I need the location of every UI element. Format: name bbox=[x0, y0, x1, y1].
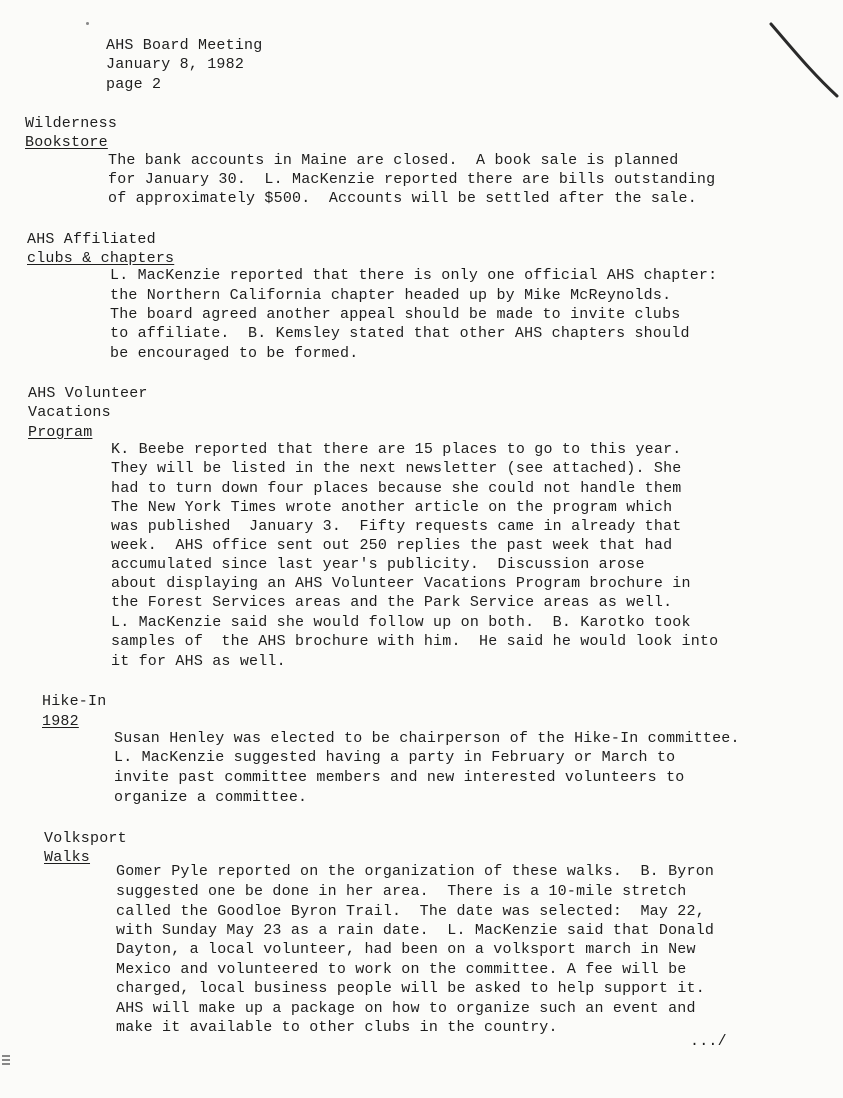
paragraph-line: make it available to other clubs in the country. bbox=[116, 1019, 558, 1036]
paragraph-line: AHS will make up a package on how to organize such an event and bbox=[116, 1000, 696, 1017]
header-date: January 8, 1982 bbox=[106, 56, 245, 73]
paragraph-line: was published January 3. Fifty requests came in already that bbox=[111, 518, 682, 535]
heading-line: Wilderness bbox=[25, 115, 118, 132]
paragraph-line: week. AHS office sent out 250 replies the past week that had bbox=[111, 537, 673, 554]
paragraph-line: called the Goodloe Byron Trail. The date was selected: May 22, bbox=[116, 903, 705, 920]
paragraph-line: of approximately $500. Accounts will be settled after the sale. bbox=[108, 190, 697, 207]
paragraph-line: the Northern California chapter headed up by Mike McReynolds. bbox=[110, 287, 672, 304]
paragraph-line: Dayton, a local volunteer, had been on a volksport march in New bbox=[116, 941, 696, 958]
paragraph-line: Susan Henley was elected to be chairperson of the Hike-In committee. bbox=[114, 730, 740, 747]
paragraph-line: with Sunday May 23 as a rain date. L. MacKenzie said that Donald bbox=[116, 922, 715, 939]
paragraph-line: be encouraged to be formed. bbox=[110, 345, 359, 362]
paragraph-line: suggested one be done in her area. There is a 10-mile stretch bbox=[116, 883, 687, 900]
paragraph-line: accumulated since last year's publicity. Discussion arose bbox=[111, 556, 645, 573]
paragraph-line: charged, local business people will be asked to help support it. bbox=[116, 980, 705, 997]
paragraph-line: for January 30. L. MacKenzie reported there are bills outstanding bbox=[108, 171, 716, 188]
paragraph-line: it for AHS as well. bbox=[111, 653, 286, 670]
heading-line: clubs & chapters bbox=[27, 250, 175, 267]
paragraph-line: The bank accounts in Maine are closed. A book sale is planned bbox=[108, 152, 679, 169]
heading-line: Volksport bbox=[44, 830, 127, 847]
paragraph-line: had to turn down four places because she could not handle them bbox=[111, 480, 682, 497]
header-page: page 2 bbox=[106, 76, 162, 93]
heading-line: Program bbox=[28, 424, 93, 441]
paragraph-line: The board agreed another appeal should be made to invite clubs bbox=[110, 306, 681, 323]
paragraph-line: invite past committee members and new interested volunteers to bbox=[114, 769, 685, 786]
heading-line: Walks bbox=[44, 849, 91, 866]
paragraph-line: samples of the AHS brochure with him. He said he would look into bbox=[111, 633, 719, 650]
edge-mark bbox=[2, 1053, 10, 1067]
paragraph-line: L. MacKenzie suggested having a party in February or March to bbox=[114, 749, 676, 766]
header-title: AHS Board Meeting bbox=[106, 37, 263, 54]
paragraph-line: Gomer Pyle reported on the organization of these walks. B. Byron bbox=[116, 863, 715, 880]
paragraph-line: L. MacKenzie reported that there is only one official AHS chapter: bbox=[110, 267, 718, 284]
corner-pen-mark bbox=[761, 22, 841, 102]
stray-mark bbox=[86, 22, 89, 25]
continuation-mark: .../ bbox=[690, 1033, 727, 1050]
paragraph-line: to affiliate. B. Kemsley stated that other AHS chapters should bbox=[110, 325, 690, 342]
heading-line: 1982 bbox=[42, 713, 79, 730]
paragraph-line: L. MacKenzie said she would follow up on both. B. Karotko took bbox=[111, 614, 691, 631]
heading-line: AHS Volunteer bbox=[28, 385, 148, 402]
paragraph-line: The New York Times wrote another article on the program which bbox=[111, 499, 673, 516]
heading-line: AHS Affiliated bbox=[27, 231, 156, 248]
paragraph-line: They will be listed in the next newsletter (see attached). She bbox=[111, 460, 682, 477]
paragraph-line: Mexico and volunteered to work on the committee. A fee will be bbox=[116, 961, 687, 978]
heading-line: Bookstore bbox=[25, 134, 108, 151]
heading-line: Vacations bbox=[28, 404, 111, 421]
paragraph-line: about displaying an AHS Volunteer Vacations Program brochure in bbox=[111, 575, 691, 592]
paragraph-line: the Forest Services areas and the Park Service areas as well. bbox=[111, 594, 673, 611]
paragraph-line: K. Beebe reported that there are 15 places to go to this year. bbox=[111, 441, 682, 458]
paragraph-line: organize a committee. bbox=[114, 789, 308, 806]
heading-line: Hike-In bbox=[42, 693, 107, 710]
